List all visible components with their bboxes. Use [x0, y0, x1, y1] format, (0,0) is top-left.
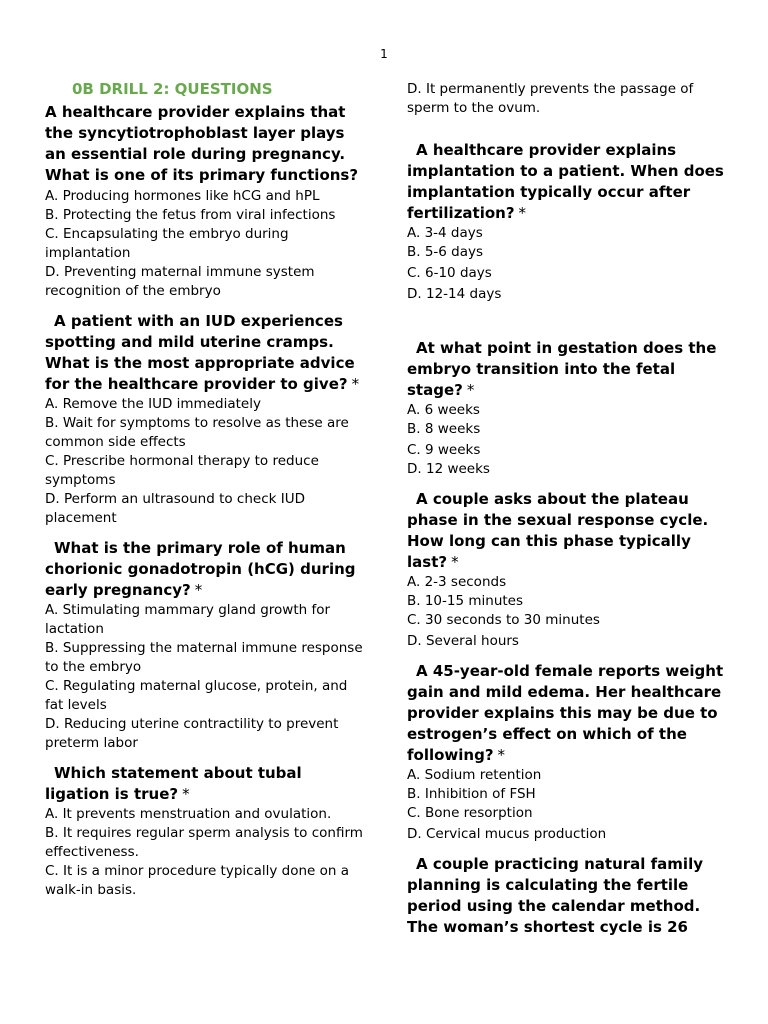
required-marker: * [497, 746, 506, 764]
question-4 [45, 763, 365, 900]
answer-option[interactable]: D. Perform an ultrasound to check IUD placement [45, 491, 305, 526]
question-text-wrap [45, 763, 365, 805]
answer-option[interactable]: A. 2-3 seconds [407, 574, 507, 590]
required-marker: * [518, 204, 527, 222]
left-column [45, 80, 365, 908]
answer-option[interactable]: B. Wait for symptoms to resolve as these are common side effects [45, 415, 349, 450]
answer-option[interactable]: D. Preventing maternal immune system recognition of the embryo [45, 264, 315, 299]
answer-option[interactable]: D. Several hours [407, 633, 519, 649]
answer-option[interactable]: B. 5-6 days [407, 244, 484, 260]
answer-option[interactable]: B. Protecting the fetus from viral infections [45, 207, 336, 223]
answer-option[interactable]: C. Encapsulating the embryo during implantation [45, 226, 289, 261]
question-8 [407, 661, 727, 844]
answer-option[interactable]: C. Prescribe hormonal therapy to reduce symptoms [45, 453, 319, 488]
answer-option[interactable]: D. 12-14 days [407, 286, 502, 302]
answer-option[interactable]: C. Bone resorption [407, 805, 533, 821]
question-text: A 45-year-old female reports weight gain and mild edema. Her healthcare provider explains this may be due to estrogen’s effect on which of the following? [407, 662, 724, 764]
answer-option[interactable]: C. Regulating maternal glucose, protein, and fat levels [45, 678, 348, 713]
question-5 [407, 140, 727, 304]
required-marker: * [351, 375, 360, 393]
answer-option[interactable]: C. It is a minor procedure typically done on a walk-in basis. [45, 863, 350, 898]
required-marker: * [194, 581, 203, 599]
question-text: Which statement about tubal ligation is true? [45, 764, 302, 803]
answer-option[interactable]: A. Stimulating mammary gland growth for lactation [45, 602, 331, 637]
question-3 [45, 538, 365, 753]
question-text-wrap [45, 538, 365, 601]
answer-option[interactable]: B. Suppressing the maternal immune response to the embryo [45, 640, 363, 675]
question-text-wrap [407, 661, 727, 766]
answer-option[interactable]: A. Sodium retention [407, 767, 542, 783]
right-column [407, 80, 727, 946]
question-text: At what point in gestation does the embryo transition into the fetal stage? [407, 339, 717, 399]
question-7 [407, 489, 727, 651]
question-text-wrap [407, 140, 727, 224]
question-text-wrap [407, 338, 727, 401]
required-marker: * [182, 785, 190, 803]
answer-option[interactable]: C. 6-10 days [407, 265, 492, 281]
answer-option[interactable]: C. 9 weeks [407, 442, 481, 458]
question-text: A patient with an IUD experiences spotting and mild uterine cramps. What is the most appropriate advice for the healthcare provider to give? [45, 312, 355, 393]
answer-option[interactable]: C. 30 seconds to 30 minutes [407, 612, 600, 628]
answer-option[interactable]: A. 6 weeks [407, 402, 480, 418]
question-2 [45, 311, 365, 528]
question-text: A couple asks about the plateau phase in the sexual response cycle. How long can this phase typically last? [407, 490, 709, 571]
answer-option[interactable]: A. Producing hormones like hCG and hPL [45, 188, 320, 204]
answer-option[interactable]: A. It prevents menstruation and ovulation. [45, 806, 332, 822]
answer-option[interactable]: A. 3-4 days [407, 225, 483, 241]
answer-option[interactable]: D. Reducing uterine contractility to prevent preterm labor [45, 716, 339, 751]
answer-option[interactable]: B. 10-15 minutes [407, 593, 524, 609]
section-title: 0B DRILL 2: QUESTIONS [72, 80, 273, 98]
question-1 [45, 102, 365, 301]
answer-option[interactable]: B. 8 weeks [407, 421, 481, 437]
question-text: A healthcare provider explains implantation to a patient. When does implantation typically occur after fertilization? [407, 141, 724, 222]
question-6 [407, 338, 727, 479]
question-text: A healthcare provider explains that the syncytiotrophoblast layer plays an essential role during pregnancy. What is one of its primary functions? [45, 103, 359, 184]
answer-option[interactable]: D. It permanently prevents the passage of sperm to the ovum. [407, 81, 694, 116]
answer-option[interactable]: D. 12 weeks [407, 461, 490, 477]
answer-option[interactable]: B. Inhibition of FSH [407, 786, 536, 802]
question-text-wrap [407, 489, 727, 573]
page-number: 1 [380, 47, 388, 61]
answer-option[interactable]: D. Cervical mucus production [407, 826, 607, 842]
required-marker: * [451, 553, 459, 571]
question-text: A couple practicing natural family planning is calculating the fertile period using the calendar method. The woman’s shortest cycle is 26 [407, 855, 703, 936]
question-text-wrap [45, 311, 365, 395]
question-text: What is the primary role of human chorionic gonadotropin (hCG) during early pregnancy? [45, 539, 356, 599]
answer-option[interactable]: A. Remove the IUD immediately [45, 396, 261, 412]
question-9 [407, 854, 727, 938]
required-marker: * [466, 381, 475, 399]
answer-option[interactable]: B. It requires regular sperm analysis to confirm effectiveness. [45, 825, 363, 860]
question-text-wrap [407, 854, 727, 938]
